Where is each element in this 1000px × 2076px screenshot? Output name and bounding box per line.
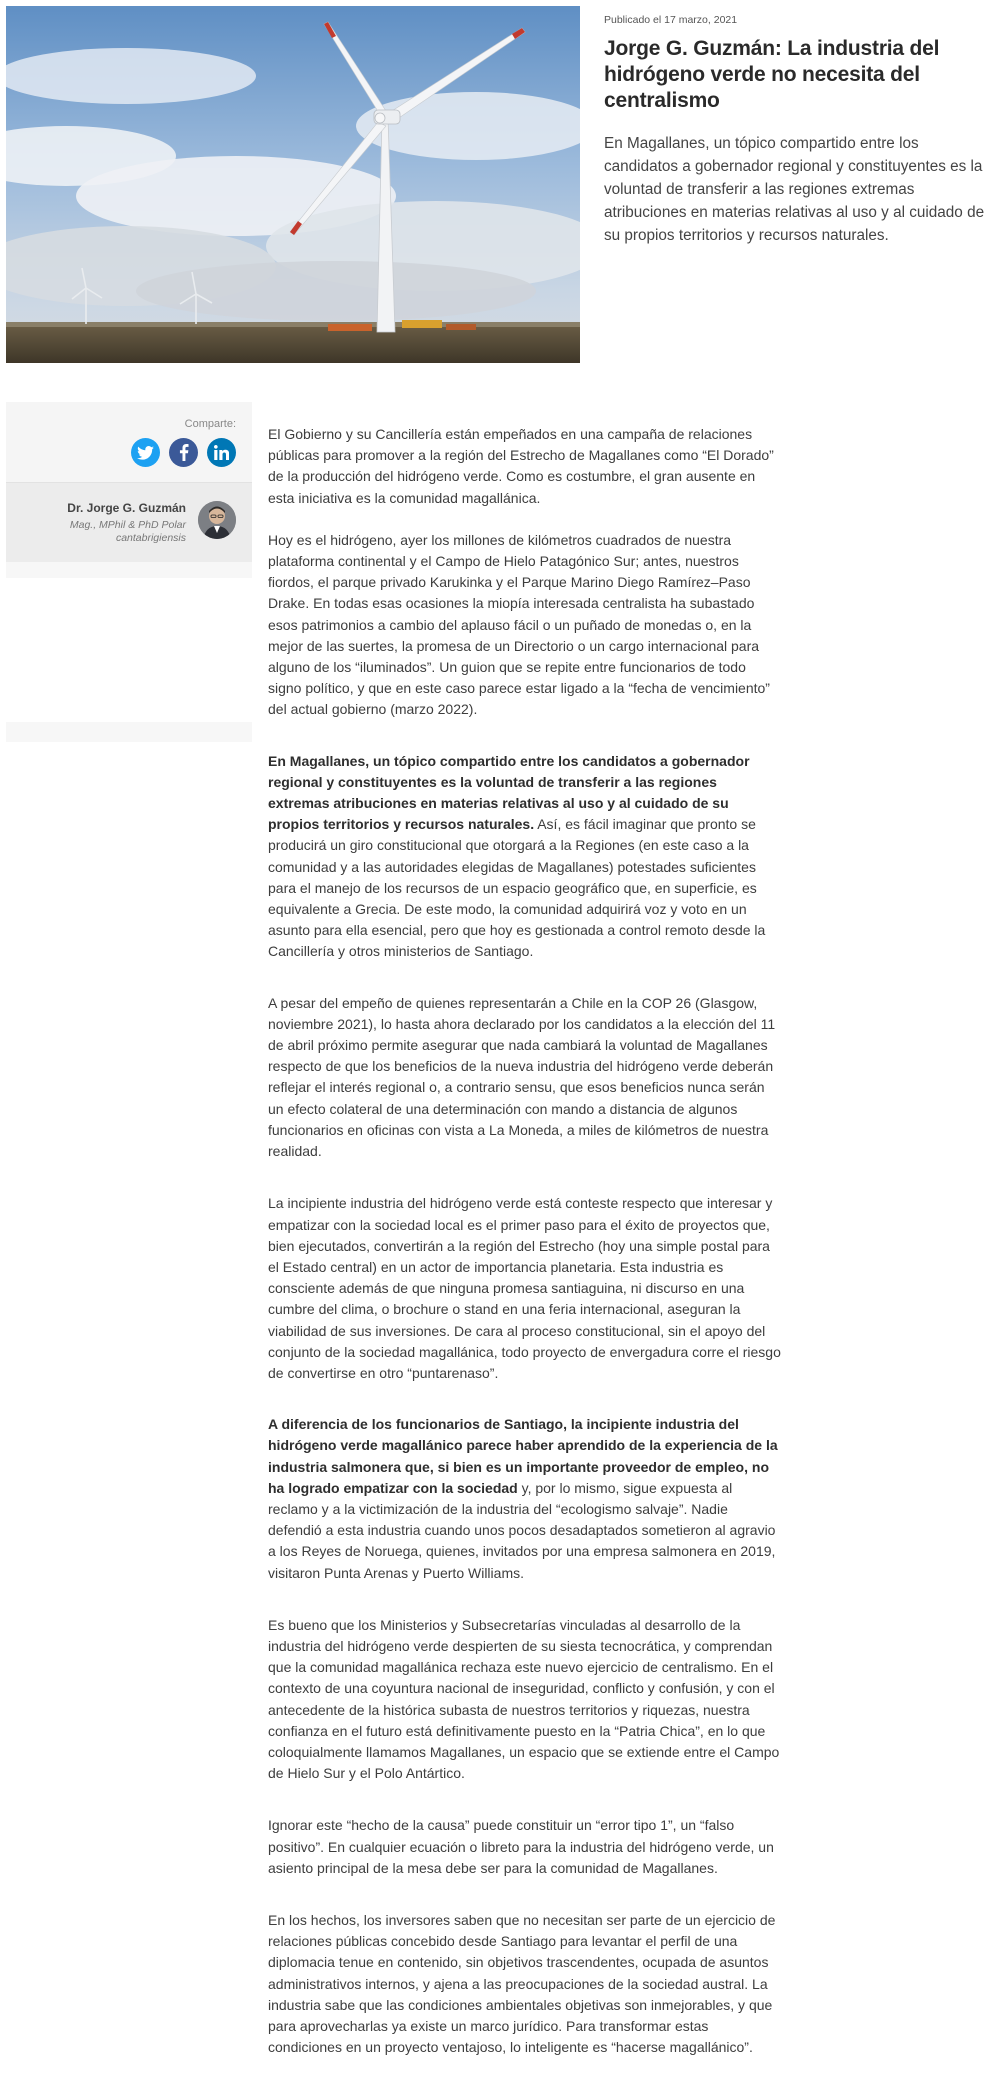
paragraph-6-text: y, por lo mismo, sigue expuesta al reclamo y a la victimización de la industria del “ecologismo salvaje”. Nadie defendió a esta industria cuando unos pocos desadaptados sometieron al agravio a los Reyes de Noruega, quienes, invitados por una empresa salmonera en 2019, visitaron Punta Arenas y Puerto Williams.: [268, 1479, 776, 1581]
avatar: [198, 501, 236, 539]
twitter-icon[interactable]: [131, 438, 160, 467]
paragraph-3: [268, 751, 782, 963]
paragraph-4: A pesar del empeño de quienes representarán a Chile en la COP 26 (Glasgow, noviembre 2021), lo hasta ahora declarado por los candidatos a la elección del 11 de abril próximo permite asegurar que nada cambiará la voluntad de Magallanes respecto de que los beneficios de la nueva industria del hidrógeno verde deberán reflejar el interés regional o, a contrario sensu, que esos beneficios nunca serán un efecto colateral de una determinación con mando a distancia de algunos funcionarios en oficinas con vista a La Moneda, a miles de kilómetros de nuestra realidad.: [268, 994, 776, 1160]
author-box: [6, 482, 252, 562]
share-label: Comparte:: [184, 418, 236, 430]
linkedin-icon[interactable]: [207, 438, 236, 467]
paragraph-8: Ignorar este “hecho de la causa” puede constituir un “error tipo 1”, un “falso positivo”. En cualquier ecuación o libreto para la industria del hidrógeno verde, un asiento principal de la mesa debe ser para la comunidad de Magallanes.: [268, 1817, 774, 1876]
author-name: Dr. Jorge G. Guzmán: [67, 501, 186, 515]
share-icons: [131, 438, 236, 467]
hero-image: [6, 6, 580, 363]
paragraph-7: Es bueno que los Ministerios y Subsecretarías vinculadas al desarrollo de la industria del hidrógeno verde despierten de su siesta tecnocrática, y comprendan que la comunidad magallánica rechaza este nuevo ejercicio de centralismo. En el contexto de una coyuntura nacional de inseguridad, conflicto y confusión, y con el antecedente de la histórica subasta de nuestros territorios y riquezas, nuestra confianza en el futuro está definitivamente puesto en la “Patria Chica”, en lo que coloquialmente llamamos Magallanes, un espacio que se extiende entre el Campo de Hielo Sur y el Polo Antártico.: [268, 1616, 780, 1782]
paragraph-3-highlight: En Magallanes, un tópico compartido entre los candidatos a gobernador regional y constituyentes es la voluntad de transferir a las regiones extremas atribuciones en materias relativas al uso y al cuidado de su propios territorios y recursos naturales.: [268, 752, 750, 833]
paragraph-3-text: Así, es fácil imaginar que pronto se producirá un giro constitucional que otorgará a la Regiones (en este caso a la comunidad y a las autoridades elegidas de Magallanes) potestades suficientes para el manejo de los recursos de un espacio geográfico que, en superficie, es equivalente a Grecia. De este modo, la comunidad adquirirá voz y voto en un asunto para ella esencial, pero que hoy es gestionada a control remoto desde la Cancillería y otros ministerios de Santiago.: [268, 816, 766, 960]
author-credentials-line-2: cantabrigiensis: [115, 532, 186, 544]
sidebar-spacer: [6, 562, 252, 578]
paragraph-9: En los hechos, los inversores saben que no necesitan ser parte de un ejercicio de relaciones públicas concebido desde Santiago para levantar el perfil de una diplomacia tenue en contenido, sin objetivos trascendentes, ocupada de asuntos administrativos internos, y ajena a las preocupaciones de la sociedad austral. La industria sabe que las condiciones ambientales objetivas son inmejorables, y que para aprovecharlas ya existe un marco jurídico. Para transformar estas condiciones en un proyecto ventajoso, lo inteligente es “hacerse magallánico”.: [268, 1911, 776, 2056]
sidebar: [6, 402, 252, 578]
author-credentials-line-1: Mag., MPhil & PhD Polar: [69, 519, 186, 531]
article-title: Jorge G. Guzmán: La industria del hidrógeno verde no necesita del centralismo: [604, 37, 940, 112]
publish-date: Publicado el 17 marzo, 2021: [604, 14, 738, 26]
paragraph-5: La incipiente industria del hidrógeno verde está conteste respecto que interesar y empatizar con la sociedad local es el primer paso para el éxito de proyectos que, bien ejecutados, convertirán a la región del Estrecho (hoy una simple postal para el Estado central) en un actor de importancia planetaria. Esta industria es consciente además de que ninguna promesa santiaguina, ni discurso en una cumbre del clima, o brochure o stand en una feria internacional, aseguran la viabilidad de sus inversiones. De cara al proceso constitucional, sin el apoyo del conjunto de la sociedad magallánica, todo proyecto de envergadura corre el riesgo de convertirse en otro “puntarenaso”.: [268, 1195, 781, 1381]
sidebar-strip: [6, 722, 252, 742]
share-box: [6, 402, 252, 482]
facebook-icon[interactable]: [169, 438, 198, 467]
article-lead: En Magallanes, un tópico compartido entre los candidatos a gobernador regional y constituyentes es la voluntad de transferir a las regiones extremas atribuciones en materias relativas al uso y al cuidado de su propios territorios y recursos naturales.: [604, 135, 985, 244]
wind-turbine-photo: [6, 6, 580, 363]
paragraph-6-highlight: A diferencia de los funcionarios de Santiago, la incipiente industria del hidrógeno verde magallánico parece haber aprendido de la experiencia de la industria salmonera que, si bien es un importante proveedor de empleo, no ha logrado empatizar con la sociedad: [268, 1416, 778, 1496]
article-body: [268, 424, 782, 2058]
paragraph-1: El Gobierno y su Cancillería están empeñados en una campaña de relaciones públicas para promover a la región del Estrecho de Magallanes como “El Dorado” de la producción del hidrógeno verde. Como es costumbre, el gran ausente en esta iniciativa es la comunidad magallánica.: [268, 426, 774, 506]
author-credentials: [70, 519, 186, 545]
article-header: [604, 14, 996, 247]
paragraph-6: [268, 1414, 782, 1584]
paragraph-2: Hoy es el hidrógeno, ayer los millones de kilómetros cuadrados de nuestra plataforma continental y el Campo de Hielo Patagónico Sur; antes, nuestros fiordos, el parque privado Karukinka y el Parque Marino Diego Ramírez–Paso Drake. En todas esas ocasiones la miopía interesada centralista ha subastado esos patrimonios a cambio del aplauso fácil o un puñado de monedas o, en la mejor de las suertes, la promesa de un Directorio o un cargo internacional para alguno de los “iluminados”. Un guion que se repite entre funcionarios de todo signo político, y que en este caso parece estar ligado a la “fecha de vencimiento” del actual gobierno (marzo 2022).: [268, 531, 770, 718]
